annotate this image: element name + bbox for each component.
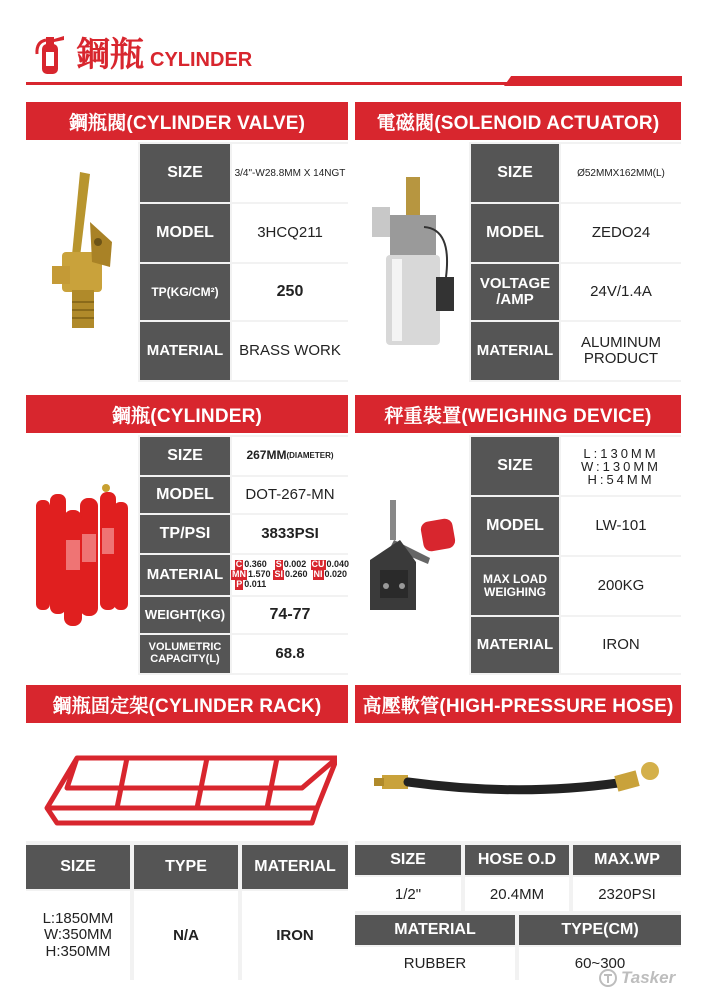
cylinder-weight-label: WEIGHT(KG) — [140, 597, 230, 633]
rack-title: 鋼瓶固定架(CYLINDER RACK) — [26, 685, 348, 723]
hose-material-value: RUBBER — [355, 947, 515, 980]
solenoid-material-value: ALUMINUM PRODUCT — [561, 322, 681, 380]
valve-tp-label: TP(KG/CM²) — [140, 264, 230, 320]
page-title-en: CYLINDER — [150, 49, 253, 71]
weighing-panel — [355, 435, 681, 675]
solenoid-model-value: ZEDO24 — [561, 204, 681, 262]
material-item: SI 0.260 — [274, 569, 308, 580]
cylinder-image — [26, 435, 138, 675]
hose-maxwp-value: 2320PSI — [573, 877, 681, 911]
watermark — [598, 968, 675, 988]
valve-model-value: 3HCQ211 — [232, 204, 348, 262]
valve-size-value: 3/4"-W28.8MM X 14NGT — [232, 144, 348, 202]
valve-image — [26, 142, 138, 382]
hose-type-value: 60~300 — [519, 947, 681, 980]
cylinder-tp-label: TP/PSI — [140, 515, 230, 553]
weighing-load-value: 200KG — [561, 557, 681, 615]
valve-title: 鋼瓶閥(CYLINDER VALVE) — [26, 102, 348, 140]
material-composition — [231, 560, 349, 590]
weighing-load-label: MAX LOAD WEIGHING — [471, 557, 559, 615]
rack-header-size: SIZE — [26, 845, 130, 889]
weighing-size-label: SIZE — [471, 437, 559, 495]
hose-panel — [355, 725, 681, 980]
watermark-text: Tasker — [621, 968, 676, 987]
header — [0, 0, 707, 92]
rack-header-material: MATERIAL — [242, 845, 348, 889]
rack-type-value: N/A — [134, 891, 238, 980]
cylinder-model-value: DOT-267-MN — [232, 477, 348, 513]
hose-image — [355, 725, 681, 841]
material-item: MN 1.570 — [231, 569, 271, 580]
rack-header-type: TYPE — [134, 845, 238, 889]
solenoid-voltage-label: VOLTAGE /AMP — [471, 264, 559, 320]
cylinder-size-label: SIZE — [140, 437, 230, 475]
solenoid-model-label: MODEL — [471, 204, 559, 262]
weighing-size-h: H:54MM — [587, 471, 655, 487]
cylinder-tp-value: 3833PSI — [232, 515, 348, 553]
cylinder-panel — [26, 435, 348, 675]
weighing-title: 秤重裝置(WEIGHING DEVICE) — [355, 395, 681, 433]
solenoid-voltage-value: 24V/1.4A — [561, 264, 681, 320]
weighing-material-label: MATERIAL — [471, 617, 559, 673]
fire-extinguisher-icon — [32, 32, 68, 76]
valve-material-label: MATERIAL — [140, 322, 230, 380]
weighing-size-value — [561, 437, 681, 495]
valve-material-value: BRASS WORK — [232, 322, 348, 380]
material-item: C 0.360 — [235, 559, 267, 570]
tasker-logo-icon — [598, 968, 618, 988]
cylinder-size-value — [232, 437, 348, 475]
weighing-material-value: IRON — [561, 617, 681, 673]
solenoid-material-label: MATERIAL — [471, 322, 559, 380]
valve-panel — [26, 142, 348, 382]
material-item: NI 0.020 — [313, 569, 348, 580]
cylinder-material-value — [232, 555, 348, 595]
hose-header-material: MATERIAL — [355, 915, 515, 945]
weighing-model-label: MODEL — [471, 497, 559, 555]
cylinder-title: 鋼瓶(CYLINDER) — [26, 395, 348, 433]
rack-size-l: L:1850MM — [42, 909, 114, 927]
cylinder-volume-value: 68.8 — [232, 635, 348, 673]
material-item: P 0.011 — [236, 578, 267, 589]
rack-panel — [26, 725, 348, 980]
material-item: S 0.002 — [275, 559, 307, 570]
hose-header-maxwp: MAX.WP — [573, 845, 681, 875]
solenoid-panel — [355, 142, 681, 382]
rack-size-h: H:350MM — [45, 942, 111, 960]
cylinder-size-main: 267MM — [246, 448, 287, 463]
solenoid-title: 電磁閥(SOLENOID ACTUATOR) — [355, 102, 681, 140]
solenoid-image — [355, 142, 469, 382]
cylinder-weight-value: 74-77 — [232, 597, 348, 633]
header-rule-accent — [504, 76, 682, 86]
cylinder-size-suffix: (DIAMETER) — [286, 450, 334, 460]
weighing-model-value: LW-101 — [561, 497, 681, 555]
hose-od-value: 20.4MM — [465, 877, 569, 911]
solenoid-size-value: Ø52MMX162MM(L) — [561, 144, 681, 202]
cylinder-material-label: MATERIAL — [140, 555, 230, 595]
valve-size-label: SIZE — [140, 144, 230, 202]
rack-size-value — [26, 891, 130, 980]
cylinder-volume-label: VOLUMETRIC CAPACITY(L) — [140, 635, 230, 673]
valve-tp-value: 250 — [232, 264, 348, 320]
material-item: CU 0.040 — [311, 559, 350, 570]
cylinder-model-label: MODEL — [140, 477, 230, 513]
hose-size-value: 1/2" — [355, 877, 461, 911]
rack-size-w: W:350MM — [43, 926, 113, 944]
solenoid-size-label: SIZE — [471, 144, 559, 202]
weighing-size-w: W:130MM — [581, 458, 661, 474]
rack-image — [26, 725, 348, 841]
rack-material-value: IRON — [242, 891, 348, 980]
hose-header-size: SIZE — [355, 845, 461, 875]
weighing-image — [355, 435, 469, 675]
weighing-size-l: L:130MM — [583, 445, 659, 461]
hose-header-od: HOSE O.D — [465, 845, 569, 875]
hose-header-type: TYPE(CM) — [519, 915, 681, 945]
hose-title: 高壓軟管(HIGH-PRESSURE HOSE) — [355, 685, 681, 723]
valve-model-label: MODEL — [140, 204, 230, 262]
page-title-cn: 鋼瓶 — [76, 36, 144, 74]
